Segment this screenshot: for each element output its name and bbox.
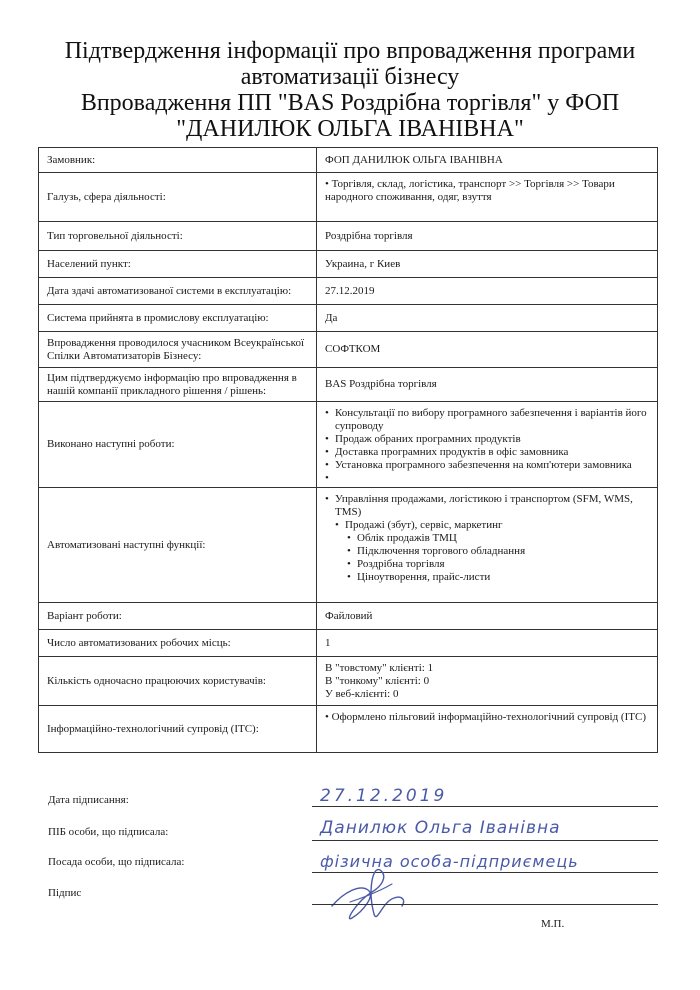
title-line-3: Впровадження ПП "BAS Роздрібна торгівля" у ФОП: [80, 90, 620, 116]
document-title: [20, 38, 680, 142]
signer-position-handwritten: фізична особа-підприємець: [320, 852, 579, 871]
locality-label: Населений пункт:: [39, 251, 317, 278]
signer-name-handwritten: Данилюк Ольга Іванівна: [320, 818, 561, 838]
title-line-4: "ДАНИЛЮК ОЛЬГА ІВАНІВНА": [176, 116, 524, 142]
accepted-value: Да: [317, 305, 658, 332]
mode-value: Файловий: [317, 603, 658, 630]
row-users: [39, 657, 658, 706]
implementer-value: СОФТКОМ: [317, 332, 658, 368]
works-label: Виконано наступні роботи:: [39, 402, 317, 488]
solution-value: BAS Роздрібна торгівля: [317, 368, 658, 402]
users-thin: В "тонкому" клієнті: 0: [325, 675, 430, 687]
date-line: [312, 806, 658, 807]
implementer-label: Впровадження проводилося учасником Всеукраїнської Спілки Автоматизаторів Бізнесу:: [39, 332, 317, 368]
name-line: [312, 840, 658, 841]
itc-label: Інформаційно-технологічний супровід (ІТС):: [39, 706, 317, 753]
works-value: [317, 402, 658, 488]
row-commission-date: [39, 278, 658, 305]
functions-list: [325, 493, 649, 584]
row-locality: [39, 251, 658, 278]
locality-value: Украина, г Киев: [317, 251, 658, 278]
function-item: • Підключення торгового обладнання: [325, 545, 649, 558]
row-functions: [39, 488, 658, 603]
signature-label: Підпис: [48, 887, 82, 899]
workplaces-label: Число автоматизованих робочих місць:: [39, 630, 317, 657]
mode-label: Варіант роботи:: [39, 603, 317, 630]
works-item: • Консультації по вибору програмного забезпечення і варіантів його супроводу: [325, 407, 649, 433]
handwritten-signature: [322, 862, 412, 932]
users-web: У веб-клієнті: 0: [325, 688, 399, 700]
function-level-1: • Управління продажами, логістикою і транспортом (SFM, WMS, TMS): [325, 493, 649, 519]
functions-value: [317, 488, 658, 603]
row-accepted: [39, 305, 658, 332]
workplaces-value: 1: [317, 630, 658, 657]
row-trade-type: [39, 222, 658, 251]
function-item: • Ціноутворення, прайс-листи: [325, 571, 649, 584]
stamp-place-label: М.П.: [541, 918, 565, 930]
commission-date-label: Дата здачі автоматизованої системи в експлуатацію:: [39, 278, 317, 305]
signature-line: [312, 904, 658, 905]
works-item: • Продаж обраних програмних продуктів: [325, 433, 649, 446]
customer-value: ФОП ДАНИЛЮК ОЛЬГА ІВАНІВНА: [317, 148, 658, 173]
row-customer: [39, 148, 658, 173]
position-label: Посада особи, що підписала:: [48, 856, 185, 868]
itc-value: • Оформлено пільговий інформаційно-технологічний супровід (ІТС): [317, 706, 658, 753]
trade-type-label: Тип торговельної діяльності:: [39, 222, 317, 251]
works-list: [325, 407, 649, 472]
functions-label: Автоматизовані наступні функції:: [39, 488, 317, 603]
users-value: [317, 657, 658, 706]
row-industry: [39, 173, 658, 222]
row-solution: [39, 368, 658, 402]
accepted-label: Система прийнята в промислову експлуатацію:: [39, 305, 317, 332]
industry-label: Галузь, сфера діяльності:: [39, 173, 317, 222]
info-table: [38, 147, 658, 753]
row-itc: [39, 706, 658, 753]
users-label: Кількість одночасно працюючих користувачів:: [39, 657, 317, 706]
function-item: • Роздрібна торгівля: [325, 558, 649, 571]
customer-label: Замовник:: [39, 148, 317, 173]
row-works: [39, 402, 658, 488]
function-item: • Облік продажів ТМЦ: [325, 532, 649, 545]
works-item: • Установка програмного забезпечення на комп'ютери замовника: [325, 459, 649, 472]
commission-date-value: 27.12.2019: [317, 278, 658, 305]
solution-label: Цим підтверджуємо інформацію про впровадження в нашій компанії прикладного рішення / рішень:: [39, 368, 317, 402]
signing-date-handwritten: 27.12.2019: [320, 786, 448, 806]
row-workplaces: [39, 630, 658, 657]
works-item: • Доставка програмних продуктів в офіс замовника: [325, 446, 649, 459]
name-label: ПІБ особи, що підписала:: [48, 826, 169, 838]
users-thick: В "товстому" клієнті: 1: [325, 662, 434, 674]
industry-value: • Торгівля, склад, логістика, транспорт >> Торгівля >> Товари народного споживання, одяг, взуття: [317, 173, 658, 222]
date-label: Дата підписання:: [48, 794, 129, 806]
row-mode: [39, 603, 658, 630]
function-level-2: • Продажі (збут), сервіс, маркетинг: [325, 519, 649, 532]
trade-type-value: Роздрібна торгівля: [317, 222, 658, 251]
title-line-2: автоматизації бізнесу: [240, 64, 460, 90]
title-line-1: Підтвердження інформації про впровадження програми: [64, 38, 636, 64]
row-implementer: [39, 332, 658, 368]
